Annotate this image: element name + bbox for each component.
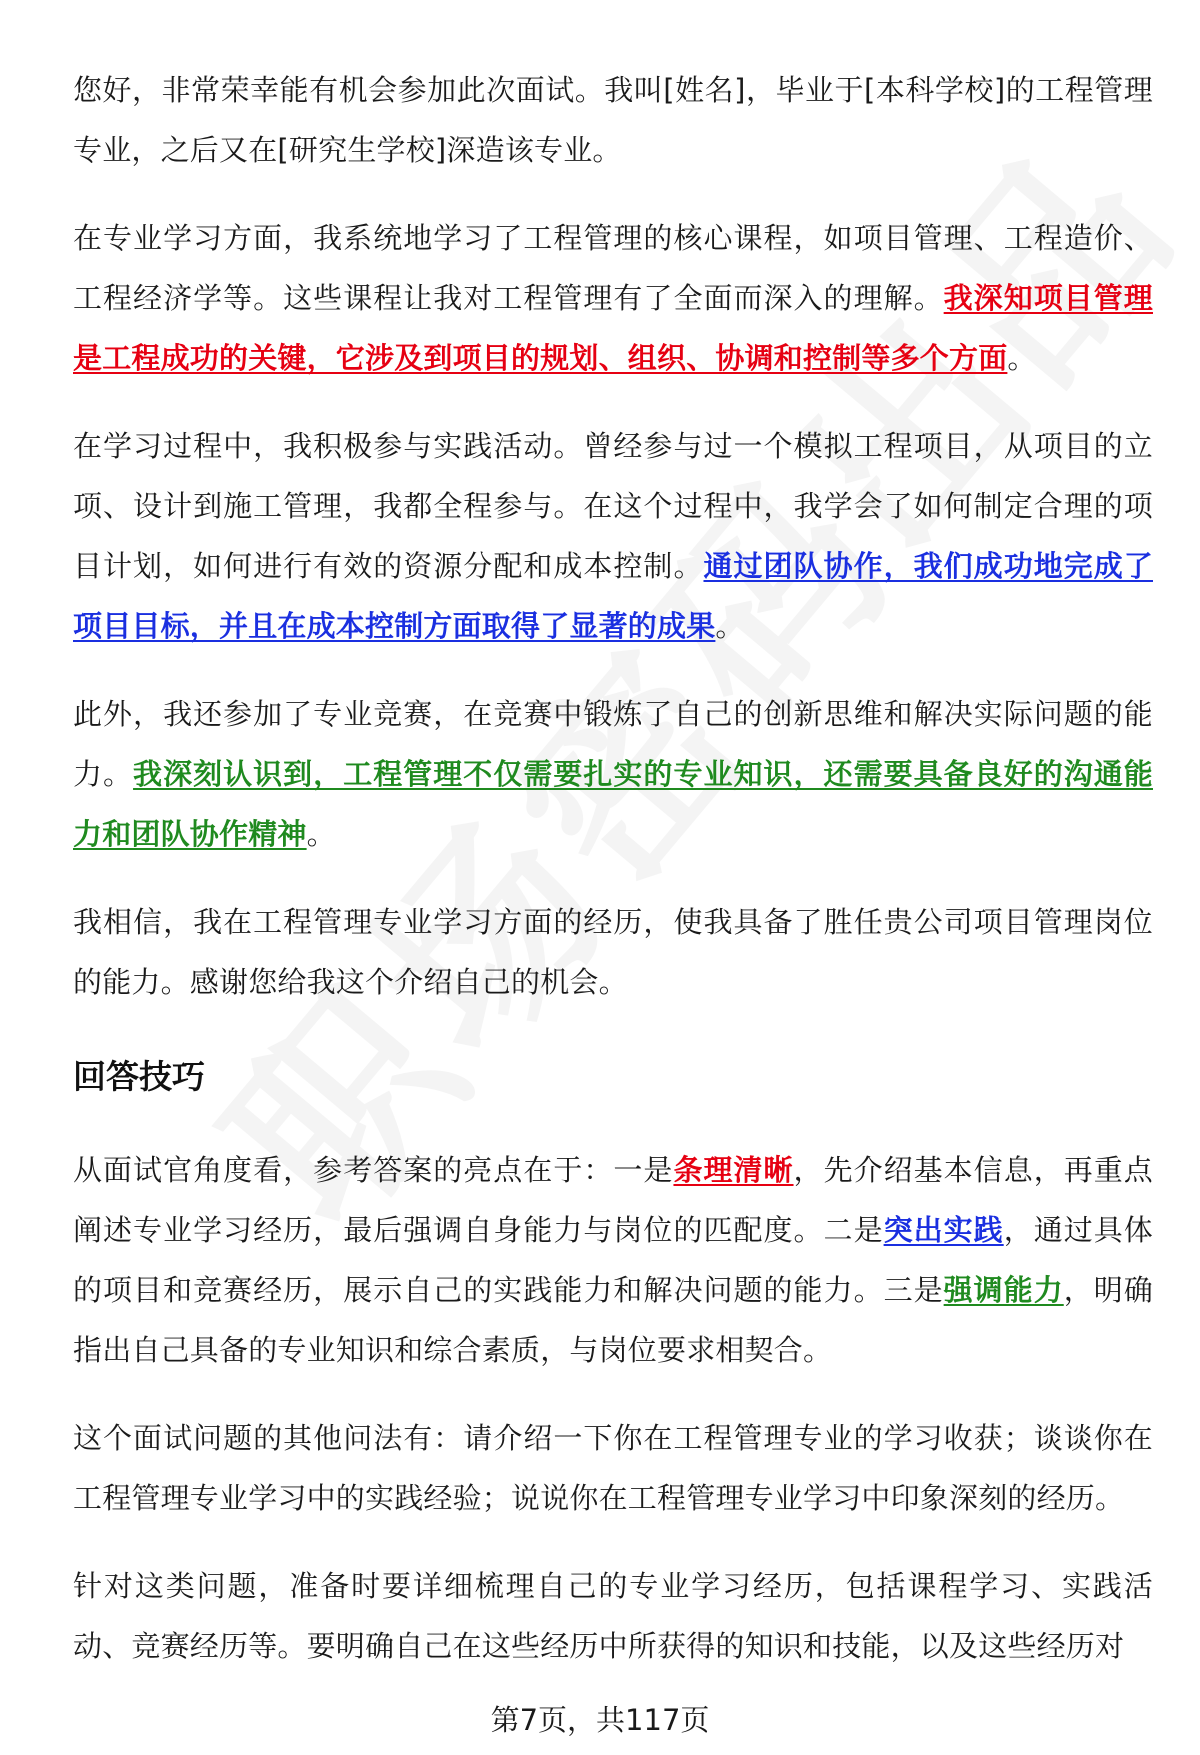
tips-alternatives bbox=[73, 1408, 1153, 1528]
paragraph-competition bbox=[73, 684, 1153, 864]
paragraph-end: 。 bbox=[306, 817, 336, 851]
paragraph-end: 。 bbox=[1007, 341, 1037, 375]
document-body bbox=[73, 60, 1153, 1704]
highlight-green: 我深刻认识到，工程管理不仅需要扎实的专业知识，还需要具备良好的沟通能力和团队协作精神 bbox=[73, 757, 1153, 851]
tips-text: ，通过具体的项目和竞赛经历，展示自己的实践能力和解决问题的能力。三是 bbox=[73, 1213, 1153, 1307]
paragraph-practice bbox=[73, 416, 1153, 656]
highlight-red: 我深知项目管理是工程成功的关键，它涉及到项目的规划、组织、协调和控制等多个方面 bbox=[73, 281, 1153, 375]
tips-highlights bbox=[73, 1140, 1153, 1380]
paragraph-text: 在学习过程中，我积极参与实践活动。曾经参与过一个模拟工程项目，从项目的立项、设计到施工管理，我都全程参与。在这个过程中，我学会了如何制定合理的项目计划，如何进行有效的资源分配和成本控制。 bbox=[73, 429, 1153, 583]
tips-text: ，先介绍基本信息，再重点阐述专业学习经历，最后强调自身能力与岗位的匹配度。二是 bbox=[73, 1153, 1153, 1247]
paragraph-intro bbox=[73, 60, 1153, 180]
highlight-blue: 通过团队协作，我们成功地完成了项目目标，并且在成本控制方面取得了显著的成果 bbox=[73, 549, 1153, 643]
paragraph-text: 我相信，我在工程管理专业学习方面的经历，使我具备了胜任贵公司项目管理岗位的能力。感谢您给我这个介绍自己的机会。 bbox=[73, 905, 1153, 999]
section-heading: 回答技巧 bbox=[73, 1057, 205, 1096]
tips-text: ，明确指出自己具备的专业知识和综合素质，与岗位要求相契合。 bbox=[73, 1273, 1153, 1367]
paragraph-text: 您好，非常荣幸能有机会参加此次面试。我叫[姓名]，毕业于[本科学校]的工程管理专业，之后又在[研究生学校]深造该专业。 bbox=[73, 73, 1153, 167]
tips-text: 从面试官角度看，参考答案的亮点在于：一是 bbox=[73, 1153, 674, 1187]
highlight-blue: 突出实践 bbox=[883, 1213, 1004, 1247]
tips-text: 这个面试问题的其他问法有：请介绍一下你在工程管理专业的学习收获；谈谈你在工程管理专业学习中的实践经验；说说你在工程管理专业学习中印象深刻的经历。 bbox=[73, 1421, 1153, 1515]
tips-preparation bbox=[73, 1556, 1153, 1676]
highlight-green: 强调能力 bbox=[943, 1273, 1064, 1307]
paragraph-end: 。 bbox=[715, 609, 745, 643]
highlight-red: 条理清晰 bbox=[673, 1153, 794, 1187]
tips-text: 针对这类问题，准备时要详细梳理自己的专业学习经历，包括课程学习、实践活动、竞赛经历等。要明确自己在这些经历中所获得的知识和技能，以及这些经历对 bbox=[73, 1569, 1153, 1663]
paragraph-text: 此外，我还参加了专业竞赛，在竞赛中锻炼了自己的创新思维和解决实际问题的能力。 bbox=[73, 697, 1153, 791]
page-number: 第7页，共117页 bbox=[490, 1703, 710, 1737]
paragraph-study bbox=[73, 208, 1153, 388]
paragraph-text: 在专业学习方面，我系统地学习了工程管理的核心课程，如项目管理、工程造价、工程经济学等。这些课程让我对工程管理有了全面而深入的理解。 bbox=[73, 221, 1153, 315]
paragraph-closing bbox=[73, 892, 1153, 1012]
